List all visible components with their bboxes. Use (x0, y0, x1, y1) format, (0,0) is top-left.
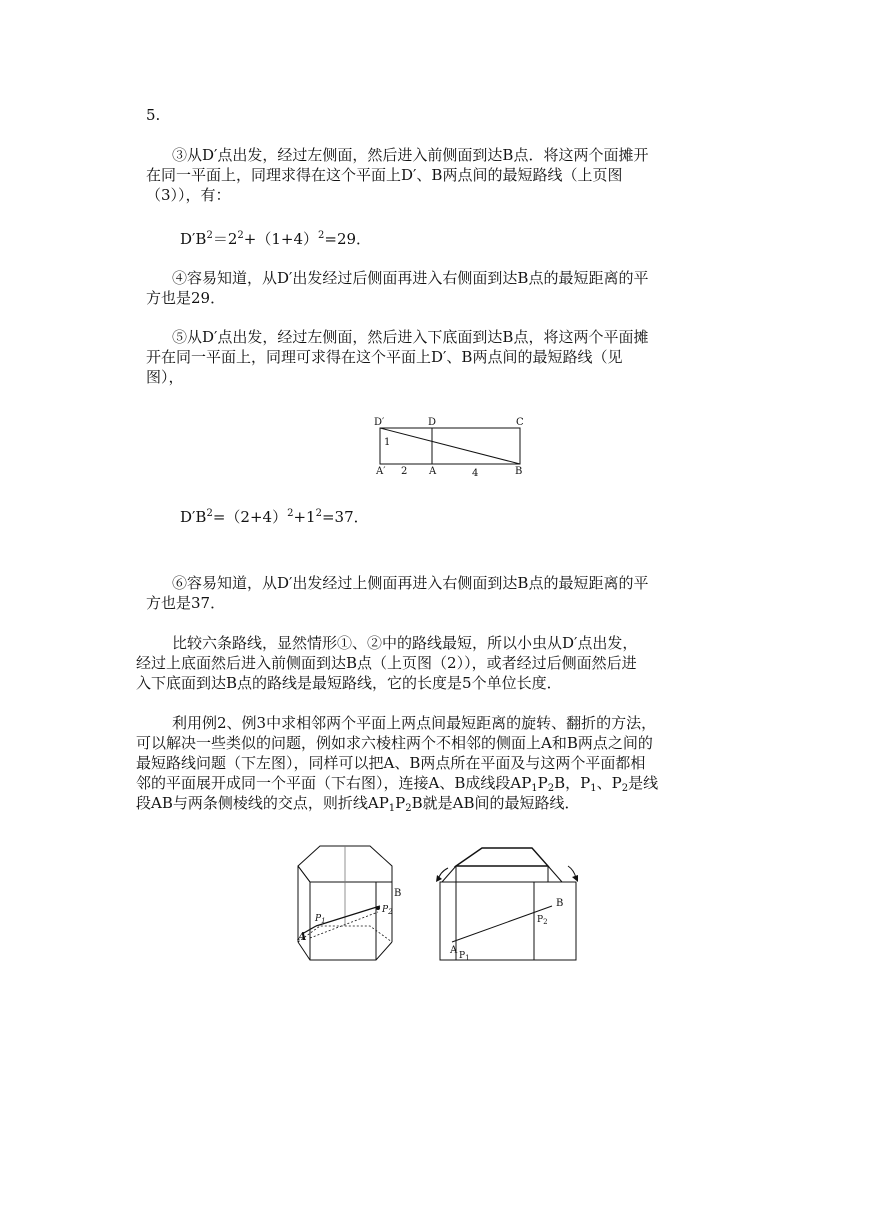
p8-l5-text-b: P (395, 794, 406, 812)
p8-l4-text-e: 是线 (628, 774, 659, 792)
point-p2 (376, 906, 380, 910)
label-height-1: 1 (384, 437, 391, 448)
top-inner-edge-left (298, 866, 310, 882)
eq1-term-1: ＝2 (212, 230, 238, 248)
paragraph-5-line-1: ⑤从D′点出发，经过左侧面，然后进入下底面到达B点，将这两个平面摊 (172, 328, 649, 346)
rotate-arrow-right-head (572, 875, 578, 882)
label-b: B (556, 898, 564, 909)
bottom-front (298, 942, 392, 960)
eq2-term-2: +1 (293, 508, 316, 526)
p8-l4-sub-3: 1 (590, 783, 597, 794)
label-b: B (394, 888, 402, 899)
hexagonal-prism-figure (290, 838, 415, 968)
label-width-4: 4 (472, 468, 479, 479)
item-number: 5. (146, 106, 161, 124)
eq2-exp-3: 2 (315, 508, 322, 519)
unfolded-rectangle (440, 882, 576, 960)
p8-l5-sub-2: 2 (405, 803, 412, 814)
unfolded-rectangle-figure (370, 410, 540, 480)
label-d: D (428, 417, 437, 428)
top-face (456, 848, 548, 866)
paragraph-5-line-3: 图）， (146, 368, 184, 386)
eq1-lhs: D′B (180, 230, 207, 248)
paragraph-8-line-1: 利用例2、例3中求相邻两个平面上两点间最短距离的旋转、翻折的方法， (172, 714, 657, 732)
label-a: A (429, 466, 437, 477)
p8-l4-text-a: 邻的平面展开成同一个平面（下右图），连接A、B成线段AP (136, 774, 532, 792)
label-p2: $P_2$ (382, 905, 393, 916)
label-width-2: 2 (401, 466, 408, 477)
p8-l4-sub-4: 2 (621, 783, 629, 794)
eq2-exp-2: 2 (287, 508, 294, 519)
eq1-term-2: +（1+4） (243, 230, 318, 248)
label-c: C (516, 417, 524, 428)
label-p1: $P_1$ (459, 951, 470, 962)
eq2-exp-1: 2 (206, 508, 213, 519)
paragraph-6-line-2: 方也是37． (146, 594, 226, 612)
paragraph-5-line-2: 开在同一平面上，同理可求得在这个平面上D′、B两点间的最短路线（见 (146, 348, 623, 366)
label-a-prime: A′ (376, 466, 386, 477)
paragraph-3-line-2: 在同一平面上，同理求得在这个平面上D′、B两点间的最短路线（上页图 (146, 166, 623, 184)
p8-l4-sub-2: 2 (547, 783, 555, 794)
paragraph-4-line-2: 方也是29． (146, 289, 226, 307)
p8-l5-text-a: 段AB与两条侧棱线的交点，则折线AP (136, 794, 389, 812)
p8-l4-sub-1: 1 (531, 783, 538, 794)
top-face-right-fold (548, 866, 562, 882)
eq1-exp-2: 2 (237, 230, 244, 241)
p8-l5-text-c: B就是AB间的最短路线． (411, 794, 580, 812)
eq2-result: =37． (321, 508, 369, 526)
top-face-left-fold (442, 866, 456, 882)
paragraph-4-line-1: ④容易知道，从D′出发经过后侧面再进入右侧面到达B点的最短距离的平 (172, 269, 649, 287)
eq1-exp-1: 2 (206, 230, 213, 241)
label-p2: $P_2$ (537, 915, 548, 926)
paragraph-8-line-2: 可以解决一些类似的问题，例如求六棱柱两个不相邻的侧面上A和B两点之间的 (136, 734, 653, 752)
diagonal-db (380, 428, 520, 464)
equation-1 (180, 226, 371, 249)
path-p1-p2 (316, 906, 380, 926)
eq2-lhs: D′B (180, 508, 207, 526)
paragraph-8-line-5 (136, 793, 580, 819)
eq1-result: =29． (324, 230, 372, 248)
label-a: A (298, 930, 307, 943)
label-b: B (515, 466, 523, 477)
unfolded-faces-figure (428, 838, 588, 968)
eq1-exp-3: 2 (318, 230, 325, 241)
label-a: A (450, 945, 458, 956)
paragraph-8-line-3: 最短路线问题（下左图），同样可以把A、B两点所在平面及与这两个平面都相 (136, 754, 646, 772)
paragraph-7-line-1: 比较六条路线，显然情形①、②中的路线最短，所以小虫从D′点出发， (172, 634, 638, 652)
eq2-term-1: =（2+4） (212, 508, 288, 526)
paragraph-3-line-3: （3）），有： (146, 186, 231, 204)
paragraph-6-line-1: ⑥容易知道，从D′出发经过上侧面再进入右侧面到达B点的最短距离的平 (172, 574, 649, 592)
equation-2 (180, 504, 369, 527)
paragraph-7-line-2: 经过上底面然后进入前侧面到达B点（上页图（2）），或者经过后侧面然后进 (136, 654, 637, 672)
label-p1: $P_1$ (315, 914, 326, 925)
paragraph-7-line-3: 入下底面到达B点的路线是最短路线，它的长度是5个单位长度． (136, 674, 562, 692)
paragraph-3-line-1: ③从D′点出发，经过左侧面，然后进入前侧面到达B点．将这两个面摊开 (172, 146, 649, 164)
p8-l4-text-b: P (537, 774, 548, 792)
p8-l4-text-d: 、P (596, 774, 622, 792)
p8-l5-sub-1: 1 (388, 803, 396, 814)
p8-l4-text-c: B，P (554, 774, 591, 792)
label-d-prime: D′ (374, 417, 385, 428)
